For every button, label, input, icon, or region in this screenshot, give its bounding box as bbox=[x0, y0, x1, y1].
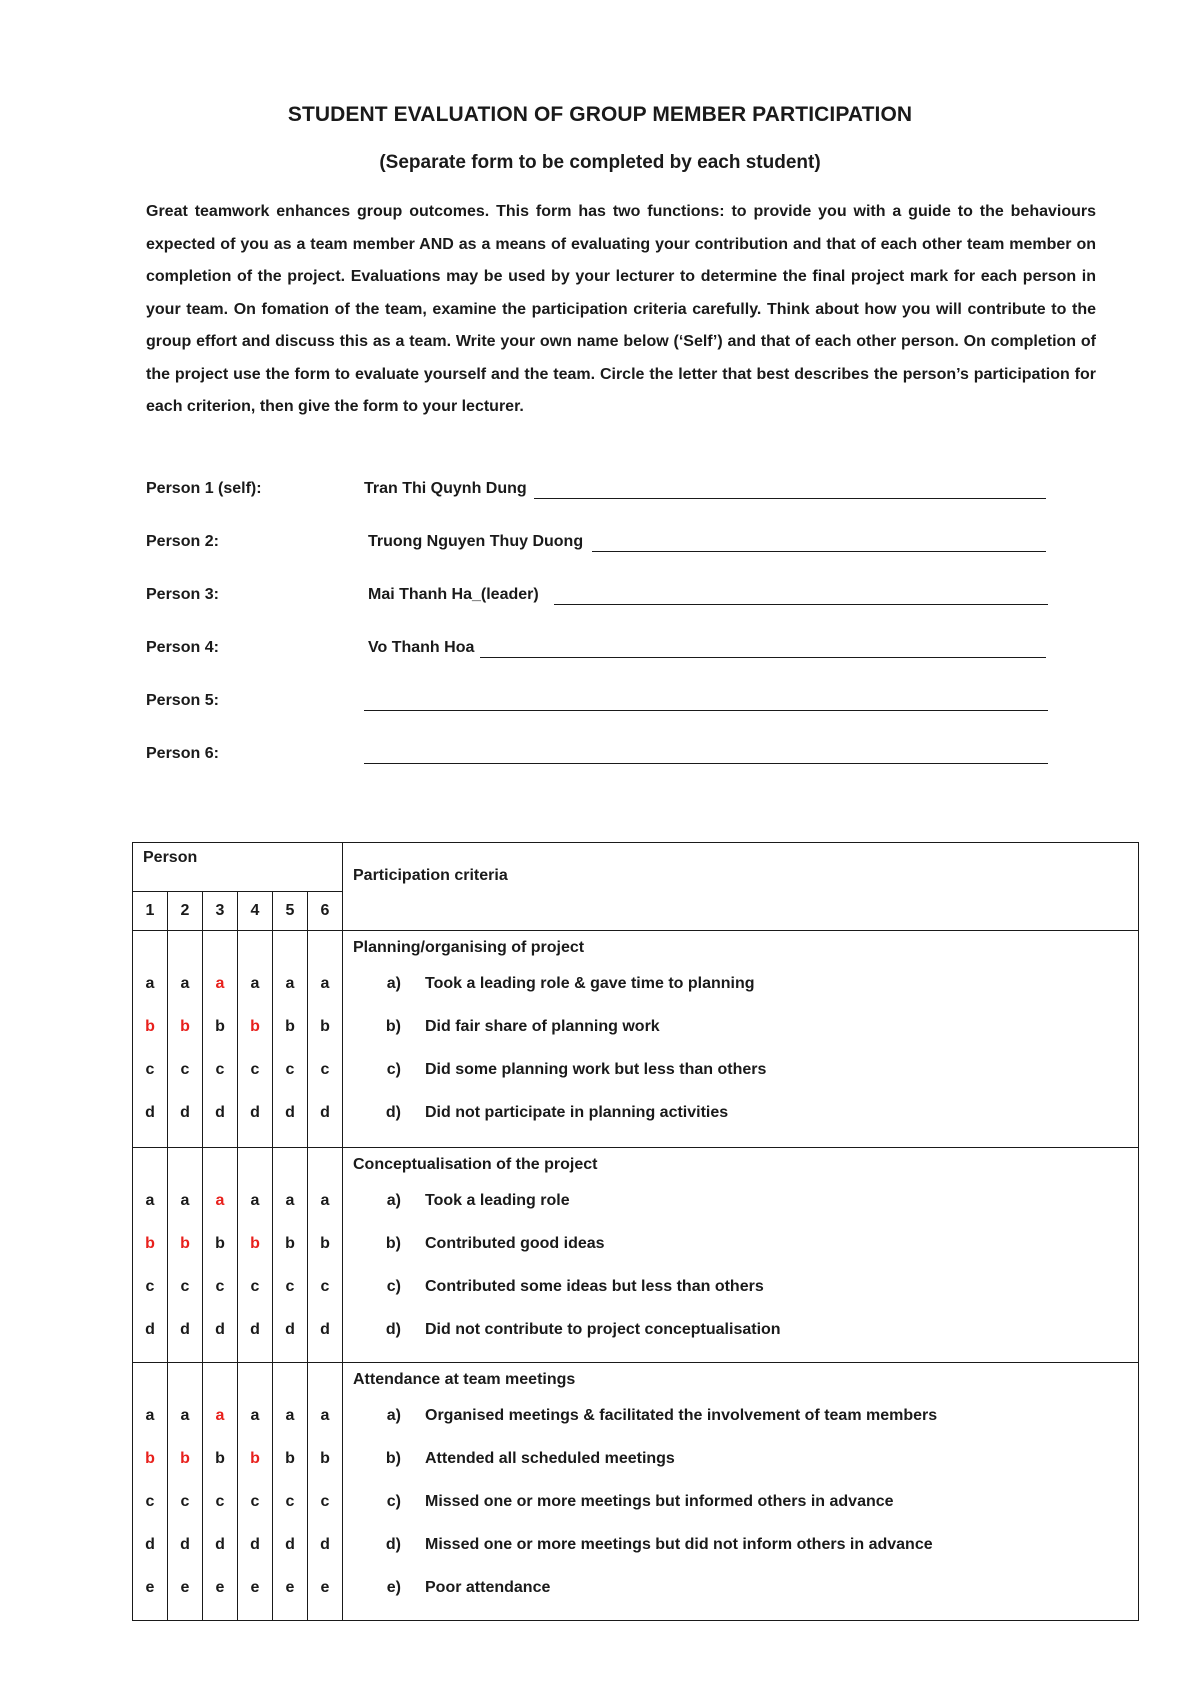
rating-letter[interactable]: d bbox=[250, 1321, 260, 1338]
rating-letter[interactable]: d bbox=[285, 1321, 295, 1338]
rating-column bbox=[133, 1363, 168, 1621]
rating-letter-selected[interactable]: b bbox=[180, 1450, 190, 1467]
criterion-option: b) Attended all scheduled meetings bbox=[385, 1450, 675, 1467]
rating-letter[interactable]: a bbox=[180, 1192, 190, 1209]
rating-letter[interactable]: b bbox=[285, 1235, 295, 1252]
rating-letter-selected[interactable]: b bbox=[180, 1018, 190, 1035]
rating-letter[interactable]: d bbox=[180, 1321, 190, 1338]
criterion-option: c) Missed one or more meetings but informed others in advance bbox=[386, 1493, 894, 1510]
name-underline bbox=[364, 763, 1048, 764]
person-name-field[interactable]: Tran Thi Quynh Dung bbox=[364, 480, 527, 497]
criterion-cell bbox=[343, 1363, 1139, 1621]
rating-letter[interactable]: b bbox=[215, 1018, 225, 1035]
rating-letter[interactable]: d bbox=[145, 1321, 155, 1338]
person-label: Person 1 (self): bbox=[146, 480, 262, 497]
rating-letter[interactable]: d bbox=[215, 1321, 225, 1338]
rating-letter[interactable]: a bbox=[320, 975, 330, 992]
rating-column bbox=[168, 931, 203, 1148]
criterion-option: a) Organised meetings & facilitated the involvement of team members bbox=[386, 1407, 938, 1424]
criteria-header: Participation criteria bbox=[343, 843, 1139, 931]
criterion-title: Attendance at team meetings bbox=[353, 1371, 576, 1388]
rating-letter[interactable]: c bbox=[250, 1278, 260, 1295]
person-label: Person 6: bbox=[146, 745, 219, 762]
person-label: Person 2: bbox=[146, 533, 219, 550]
rating-letter[interactable]: b bbox=[320, 1235, 330, 1252]
rating-letter[interactable]: c bbox=[320, 1493, 330, 1510]
rating-letter[interactable]: d bbox=[285, 1104, 295, 1121]
rating-letter-selected[interactable]: a bbox=[215, 1407, 225, 1424]
rating-column bbox=[203, 1148, 238, 1363]
person-label: Person 4: bbox=[146, 639, 219, 656]
criterion-option: c) Contributed some ideas but less than others bbox=[386, 1278, 764, 1295]
rating-letter-selected[interactable]: b bbox=[145, 1235, 155, 1252]
person-row bbox=[146, 586, 1046, 610]
name-underline bbox=[480, 657, 1046, 658]
rating-column bbox=[203, 931, 238, 1148]
page-subtitle: (Separate form to be completed by each student) bbox=[379, 152, 821, 173]
rating-letter-selected[interactable]: b bbox=[180, 1235, 190, 1252]
rating-letter[interactable]: c bbox=[250, 1493, 260, 1510]
rating-letter[interactable]: a bbox=[285, 975, 295, 992]
rating-column bbox=[308, 1148, 343, 1363]
criterion-section bbox=[133, 1363, 1139, 1621]
rating-column bbox=[238, 1363, 273, 1621]
rating-letter[interactable]: d bbox=[320, 1104, 330, 1121]
rating-letter[interactable]: d bbox=[250, 1104, 260, 1121]
rating-letter[interactable]: e bbox=[145, 1579, 155, 1596]
rating-column bbox=[273, 931, 308, 1148]
criterion-section bbox=[133, 931, 1139, 1148]
rating-letter[interactable]: a bbox=[285, 1192, 295, 1209]
rating-letter-selected[interactable]: a bbox=[215, 975, 225, 992]
criterion-cell bbox=[343, 1148, 1139, 1363]
person-number: 5 bbox=[273, 892, 308, 931]
person-name-field[interactable]: Truong Nguyen Thuy Duong bbox=[368, 533, 584, 550]
name-underline bbox=[554, 604, 1048, 605]
rating-letter-selected[interactable]: b bbox=[145, 1018, 155, 1035]
rating-letter-selected[interactable]: b bbox=[250, 1450, 260, 1467]
rating-column bbox=[308, 1363, 343, 1621]
person-name-field[interactable]: Mai Thanh Ha_(leader) bbox=[368, 586, 539, 603]
rating-letter[interactable]: c bbox=[180, 1061, 190, 1078]
rating-letter[interactable]: c bbox=[320, 1278, 330, 1295]
rating-letter[interactable]: e bbox=[180, 1579, 190, 1596]
person-number: 4 bbox=[238, 892, 273, 931]
rating-letter[interactable]: e bbox=[285, 1579, 295, 1596]
criterion-option: e) Poor attendance bbox=[386, 1579, 551, 1596]
person-row bbox=[146, 533, 1046, 557]
rating-letter[interactable]: d bbox=[250, 1536, 260, 1553]
rating-letter[interactable]: d bbox=[285, 1536, 295, 1553]
rating-letter[interactable]: c bbox=[285, 1061, 295, 1078]
person-number: 3 bbox=[203, 892, 238, 931]
rating-column bbox=[273, 1148, 308, 1363]
page-title: STUDENT EVALUATION OF GROUP MEMBER PARTICIPATION bbox=[287, 103, 913, 126]
rating-letter[interactable]: c bbox=[215, 1278, 225, 1295]
rating-letter[interactable]: a bbox=[320, 1407, 330, 1424]
rating-column bbox=[168, 1363, 203, 1621]
rating-column bbox=[238, 1148, 273, 1363]
rating-letter[interactable]: e bbox=[215, 1579, 225, 1596]
instructions-paragraph: Great teamwork enhances group outcomes. This form has two functions: to provide you with a guide to the behaviours expected of you as a team member AND as a means of evaluating your contribution and that of each other team member on completion of the project. Evaluations may be used by your lecturer to determine the final project mark for each person in your team. On fomation of the team, examine the participation criteria carefully. Think about how you will contribute to the group effort and discuss this as a team. Write your own name below (‘Self’) and that of each other person. On completion of the project use the form to evaluate yourself and the team. Circle the letter that best describes the person’s participation for each criterion, then give the form to your lecturer. bbox=[146, 203, 1096, 415]
rating-letter[interactable]: b bbox=[215, 1235, 225, 1252]
rating-letter[interactable]: c bbox=[145, 1493, 155, 1510]
person-row bbox=[146, 639, 1046, 663]
rating-column bbox=[133, 931, 168, 1148]
name-underline bbox=[592, 551, 1046, 552]
rating-column bbox=[168, 1148, 203, 1363]
criterion-option: d) Missed one or more meetings but did not inform others in advance bbox=[385, 1536, 933, 1553]
rating-letter[interactable]: d bbox=[145, 1536, 155, 1553]
rating-letter-selected[interactable]: b bbox=[145, 1450, 155, 1467]
rating-letter[interactable]: c bbox=[285, 1278, 295, 1295]
rating-letter-selected[interactable]: b bbox=[250, 1235, 260, 1252]
rating-letter-selected[interactable]: a bbox=[215, 1192, 225, 1209]
rating-letter[interactable]: a bbox=[320, 1192, 330, 1209]
rating-letter[interactable]: e bbox=[320, 1579, 330, 1596]
rating-letter[interactable]: c bbox=[145, 1061, 155, 1078]
person-row bbox=[146, 692, 1046, 716]
rating-letter[interactable]: c bbox=[285, 1493, 295, 1510]
criterion-option: d) Did not participate in planning activities bbox=[385, 1104, 729, 1121]
name-underline bbox=[364, 710, 1048, 711]
person-name-field[interactable]: Vo Thanh Hoa bbox=[368, 639, 475, 656]
rating-column bbox=[133, 1148, 168, 1363]
rating-letter[interactable]: d bbox=[215, 1104, 225, 1121]
criterion-option: a) Took a leading role bbox=[386, 1192, 570, 1209]
rating-letter[interactable]: a bbox=[145, 1192, 155, 1209]
rating-letter[interactable]: b bbox=[320, 1450, 330, 1467]
rating-column bbox=[238, 931, 273, 1148]
person-number: 1 bbox=[133, 892, 168, 931]
rating-letter[interactable]: a bbox=[145, 1407, 155, 1424]
rating-letter[interactable]: a bbox=[145, 975, 155, 992]
rating-letter[interactable]: e bbox=[250, 1579, 260, 1596]
rating-letter[interactable]: b bbox=[285, 1018, 295, 1035]
rating-column bbox=[203, 1363, 238, 1621]
rating-letter[interactable]: a bbox=[250, 975, 260, 992]
criterion-option: a) Took a leading role & gave time to planning bbox=[386, 975, 755, 992]
rating-letter[interactable]: d bbox=[215, 1536, 225, 1553]
rating-letter[interactable]: d bbox=[180, 1104, 190, 1121]
participation-criteria-table bbox=[132, 842, 1139, 1621]
rating-letter[interactable]: b bbox=[215, 1450, 225, 1467]
rating-column bbox=[273, 1363, 308, 1621]
rating-column bbox=[308, 931, 343, 1148]
rating-letter[interactable]: a bbox=[285, 1407, 295, 1424]
rating-letter-selected[interactable]: b bbox=[250, 1018, 260, 1035]
person-header: Person bbox=[133, 843, 343, 892]
criterion-section bbox=[133, 1148, 1139, 1363]
person-number: 2 bbox=[168, 892, 203, 931]
rating-letter[interactable]: d bbox=[180, 1536, 190, 1553]
person-row bbox=[146, 745, 1046, 769]
rating-letter[interactable]: c bbox=[180, 1278, 190, 1295]
criterion-option: b) Did fair share of planning work bbox=[385, 1018, 660, 1035]
rating-letter[interactable]: a bbox=[180, 975, 190, 992]
rating-letter[interactable]: c bbox=[145, 1278, 155, 1295]
rating-letter[interactable]: b bbox=[320, 1018, 330, 1035]
criterion-option: b) Contributed good ideas bbox=[385, 1235, 605, 1252]
rating-letter[interactable]: d bbox=[320, 1321, 330, 1338]
rating-letter[interactable]: c bbox=[215, 1493, 225, 1510]
rating-letter[interactable]: c bbox=[320, 1061, 330, 1078]
rating-letter[interactable]: d bbox=[145, 1104, 155, 1121]
criterion-title: Conceptualisation of the project bbox=[353, 1156, 598, 1173]
criterion-cell bbox=[343, 931, 1139, 1148]
rating-letter[interactable]: b bbox=[285, 1450, 295, 1467]
rating-letter[interactable]: a bbox=[180, 1407, 190, 1424]
criterion-option: c) Did some planning work but less than others bbox=[386, 1061, 767, 1078]
rating-letter[interactable]: c bbox=[250, 1061, 260, 1078]
person-row bbox=[146, 480, 1046, 504]
person-number: 6 bbox=[308, 892, 343, 931]
rating-letter[interactable]: c bbox=[180, 1493, 190, 1510]
criterion-title: Planning/organising of project bbox=[353, 939, 585, 956]
criterion-option: d) Did not contribute to project conceptualisation bbox=[385, 1321, 781, 1338]
name-underline bbox=[534, 498, 1046, 499]
rating-letter[interactable]: d bbox=[320, 1536, 330, 1553]
rating-letter[interactable]: a bbox=[250, 1407, 260, 1424]
person-label: Person 5: bbox=[146, 692, 219, 709]
rating-letter[interactable]: c bbox=[215, 1061, 225, 1078]
person-label: Person 3: bbox=[146, 586, 219, 603]
rating-letter[interactable]: a bbox=[250, 1192, 260, 1209]
